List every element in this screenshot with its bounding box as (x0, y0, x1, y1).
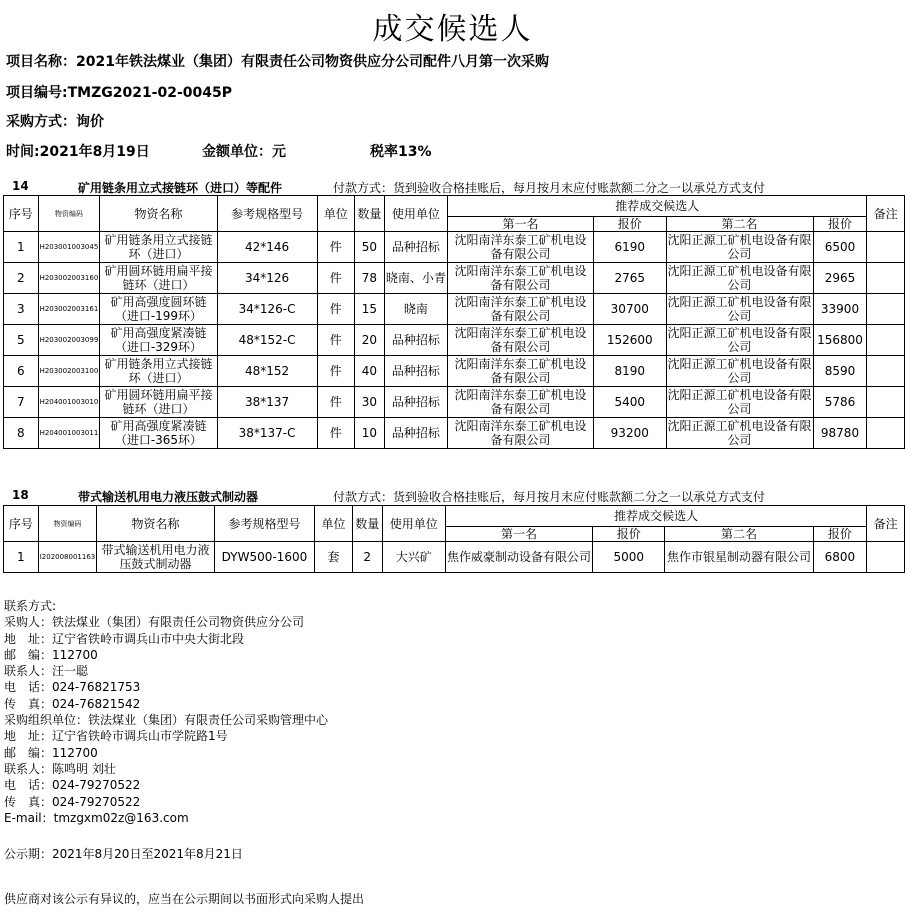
cell-price-1: 8190 (594, 356, 666, 387)
cell-spec: 48*152-C (217, 325, 317, 356)
contact-line: E-mail：tmzgxm02z@163.com (4, 810, 189, 825)
cell-remark (867, 418, 905, 449)
cell-code: H203002003100 (38, 356, 100, 387)
cell-first: 沈阳南洋东泰工矿机电设备有限公司 (447, 232, 593, 263)
cell-name: 矿用链条用立式接链环（进口） (100, 356, 217, 387)
contact-line: 邮 编：112700 (4, 745, 98, 760)
cell-price-1: 5000 (593, 542, 665, 573)
project-number: 项目编号:TMZG2021-02-0045P (6, 85, 233, 101)
page-title: 成交候选人 (372, 12, 533, 47)
cell-qty: 10 (355, 418, 385, 449)
table-row (4, 294, 905, 325)
project-name: 项目名称：2021年铁法煤业（集团）有限责任公司物资供应分公司配件八月第一次采购 (6, 54, 549, 70)
cell-second: 沈阳正源工矿机电设备有限公司 (667, 295, 812, 323)
header-row (4, 196, 905, 217)
col-qty: 数量 (355, 196, 385, 232)
cell-qty: 2 (352, 542, 382, 573)
cell-unit: 件 (317, 418, 355, 449)
cell-price-1: 6190 (594, 232, 666, 263)
cell-name: 矿用高强度紧凑链（进口-365环） (100, 418, 217, 449)
tax-rate: 税率13% (370, 144, 432, 160)
cell-price-2: 156800 (813, 325, 867, 356)
cell-price-1: 2765 (594, 263, 666, 294)
header-row (4, 506, 905, 527)
cell-remark (867, 387, 905, 418)
col-code: 物资编码 (38, 196, 100, 232)
cell-spec: DYW500-1600 (214, 542, 314, 573)
contact-line: 采购组织单位：铁法煤业（集团）有限责任公司采购管理中心 (4, 713, 329, 728)
cell-price-2: 33900 (813, 294, 867, 325)
cell-remark (867, 263, 905, 294)
col-remark: 备注 (867, 196, 905, 232)
cell-second: 沈阳正源工矿机电设备有限公司 (667, 326, 812, 354)
cell-code: I202008001163 (38, 542, 97, 573)
cell-second: 沈阳正源工矿机电设备有限公司 (667, 357, 812, 385)
contact-line: 地 址：辽宁省铁岭市调兵山市中央大街北段 (4, 631, 245, 646)
cell-remark (867, 325, 905, 356)
cell-spec: 34*126-C (217, 294, 317, 325)
col-spec: 参考规格型号 (217, 196, 317, 232)
col-unit: 单位 (315, 506, 353, 542)
cell-unit: 件 (317, 325, 355, 356)
cell-unit: 件 (317, 294, 355, 325)
cell-code: H204001003011 (38, 418, 100, 449)
col-user: 使用单位 (384, 196, 447, 232)
contact-line: 地 址：辽宁省铁岭市调兵山市学院路1号 (4, 729, 228, 744)
cell-seq: 3 (4, 294, 39, 325)
cell-user: 品种招标 (384, 232, 447, 263)
col-price-2: 报价 (813, 217, 867, 232)
cell-unit: 套 (315, 542, 353, 573)
col-price-1: 报价 (593, 527, 665, 542)
col-price-1: 报价 (594, 217, 666, 232)
cell-qty: 30 (355, 387, 385, 418)
cell-remark (867, 356, 905, 387)
candidate-table (3, 195, 905, 449)
cell-price-1: 30700 (594, 294, 666, 325)
cell-user: 品种招标 (384, 387, 447, 418)
col-name: 物资名称 (100, 196, 217, 232)
cell-name: 矿用圆环链用扁平接链环（进口） (100, 263, 217, 294)
cell-first: 沈阳南洋东泰工矿机电设备有限公司 (447, 263, 593, 294)
objection-note: 供应商对该公示有异议的，应当在公示期间以书面形式向采购人提出 (4, 892, 365, 906)
procurement-method: 采购方式：询价 (6, 114, 104, 130)
cell-user: 品种招标 (384, 356, 447, 387)
contact-line: 电 话：024-76821753 (4, 680, 141, 695)
col-first: 第一名 (445, 527, 592, 542)
cell-seq: 1 (4, 542, 39, 573)
cell-user: 品种招标 (384, 418, 447, 449)
section-number: 14 (12, 179, 29, 193)
table-row (4, 418, 905, 449)
cell-first: 沈阳南洋东泰工矿机电设备有限公司 (447, 325, 593, 356)
cell-price-2: 2965 (813, 263, 867, 294)
table-row (4, 542, 905, 573)
cell-qty: 50 (355, 232, 385, 263)
cell-seq: 5 (4, 325, 39, 356)
cell-user: 大兴矿 (382, 542, 445, 573)
col-code: 物资编码 (38, 506, 97, 542)
col-first: 第一名 (447, 217, 593, 232)
col-second: 第二名 (665, 527, 813, 542)
meta-line (6, 141, 432, 161)
cell-name: 带式输送机用电力液压鼓式制动器 (97, 542, 215, 573)
cell-seq: 2 (4, 263, 39, 294)
col-qty: 数量 (352, 506, 382, 542)
candidate-table (3, 505, 905, 573)
cell-second: 沈阳正源工矿机电设备有限公司 (667, 233, 812, 261)
col-user: 使用单位 (382, 506, 445, 542)
cell-code: H203001003045 (38, 232, 100, 263)
cell-price-1: 5400 (594, 387, 666, 418)
cell-user: 晓南、小青 (384, 263, 447, 294)
cell-qty: 15 (355, 294, 385, 325)
cell-user: 晓南 (384, 294, 447, 325)
cell-price-2: 6500 (813, 232, 867, 263)
contact-line: 传 真：024-76821542 (4, 696, 141, 711)
contact-info (4, 598, 328, 826)
cell-unit: 件 (317, 263, 355, 294)
col-recommend: 推荐成交候选人 (447, 196, 866, 217)
cell-qty: 20 (355, 325, 385, 356)
cell-second: 沈阳正源工矿机电设备有限公司 (667, 419, 812, 447)
contact-line: 采购人：铁法煤业（集团）有限责任公司物资供应分公司 (4, 615, 305, 630)
contact-line: 电 话：024-79270522 (4, 778, 141, 793)
col-spec: 参考规格型号 (214, 506, 314, 542)
table-row (4, 232, 905, 263)
col-remark: 备注 (867, 506, 905, 542)
cell-price-1: 93200 (594, 418, 666, 449)
contact-line: 联系人：汪一聪 (4, 664, 89, 679)
cell-code: H203002003161 (38, 294, 100, 325)
cell-remark (867, 542, 905, 573)
cell-spec: 38*137 (217, 387, 317, 418)
cell-code: H203002003160 (38, 263, 100, 294)
col-second: 第二名 (666, 217, 813, 232)
amount-unit: 金额单位：元 (202, 144, 286, 160)
cell-spec: 42*146 (217, 232, 317, 263)
contact-line: 传 真：024-79270522 (4, 794, 141, 809)
cell-second: 沈阳正源工矿机电设备有限公司 (667, 388, 812, 416)
cell-first: 沈阳南洋东泰工矿机电设备有限公司 (447, 418, 593, 449)
cell-second: 焦作市银星制动器有限公司 (665, 542, 813, 573)
cell-seq: 6 (4, 356, 39, 387)
cell-qty: 78 (355, 263, 385, 294)
cell-first: 焦作威豪制动设备有限公司 (445, 542, 592, 573)
cell-name: 矿用高强度圆环链（进口-199环） (100, 294, 217, 325)
col-unit: 单位 (317, 196, 355, 232)
payment-terms: 付款方式：货到验收合格挂账后，每月按月末应付账款额二分之一以承兑方式支付 (333, 490, 766, 504)
table-row (4, 263, 905, 294)
cell-seq: 7 (4, 387, 39, 418)
cell-seq: 8 (4, 418, 39, 449)
cell-first: 沈阳南洋东泰工矿机电设备有限公司 (447, 294, 593, 325)
cell-code: H203002003099 (38, 325, 100, 356)
cell-remark (867, 294, 905, 325)
section-number: 18 (12, 488, 29, 502)
table-row (4, 325, 905, 356)
cell-user: 品种招标 (384, 325, 447, 356)
cell-price-2: 6800 (813, 542, 867, 573)
date: 时间:2021年8月19日 (6, 144, 150, 160)
col-seq: 序号 (4, 506, 39, 542)
table-row (4, 387, 905, 418)
cell-spec: 48*152 (217, 356, 317, 387)
cell-price-1: 152600 (594, 325, 666, 356)
col-name: 物资名称 (97, 506, 215, 542)
cell-unit: 件 (317, 387, 355, 418)
cell-name: 矿用圆环链用扁平接链环（进口） (100, 387, 217, 418)
col-price-2: 报价 (813, 527, 867, 542)
payment-terms: 付款方式：货到验收合格挂账后，每月按月末应付账款额二分之一以承兑方式支付 (333, 181, 766, 195)
table-row (4, 356, 905, 387)
col-recommend: 推荐成交候选人 (445, 506, 866, 527)
cell-name: 矿用链条用立式接链环（进口） (100, 232, 217, 263)
section-name: 矿用链条用立式接链环（进口）等配件 (78, 181, 283, 195)
col-seq: 序号 (4, 196, 39, 232)
cell-qty: 40 (355, 356, 385, 387)
contact-line: 邮 编：112700 (4, 647, 98, 662)
section-header (0, 488, 905, 504)
cell-unit: 件 (317, 356, 355, 387)
contact-line: 联系人：陈鸣明 刘壮 (4, 761, 116, 776)
cell-second: 沈阳正源工矿机电设备有限公司 (667, 264, 812, 292)
contact-line: 联系方式: (4, 599, 57, 613)
section-name: 带式输送机用电力液压鼓式制动器 (78, 490, 259, 504)
section-header (0, 179, 905, 195)
cell-name: 矿用高强度紧凑链（进口-329环） (100, 325, 217, 356)
cell-price-2: 5786 (813, 387, 867, 418)
cell-first: 沈阳南洋东泰工矿机电设备有限公司 (447, 356, 593, 387)
cell-first: 沈阳南洋东泰工矿机电设备有限公司 (447, 387, 593, 418)
notice-period: 公示期：2021年8月20日至2021年8月21日 (4, 847, 243, 861)
cell-spec: 34*126 (217, 263, 317, 294)
cell-unit: 件 (317, 232, 355, 263)
cell-price-2: 98780 (813, 418, 867, 449)
cell-spec: 38*137-C (217, 418, 317, 449)
cell-code: H204001003010 (38, 387, 100, 418)
cell-remark (867, 232, 905, 263)
cell-price-2: 8590 (813, 356, 867, 387)
cell-seq: 1 (4, 232, 39, 263)
